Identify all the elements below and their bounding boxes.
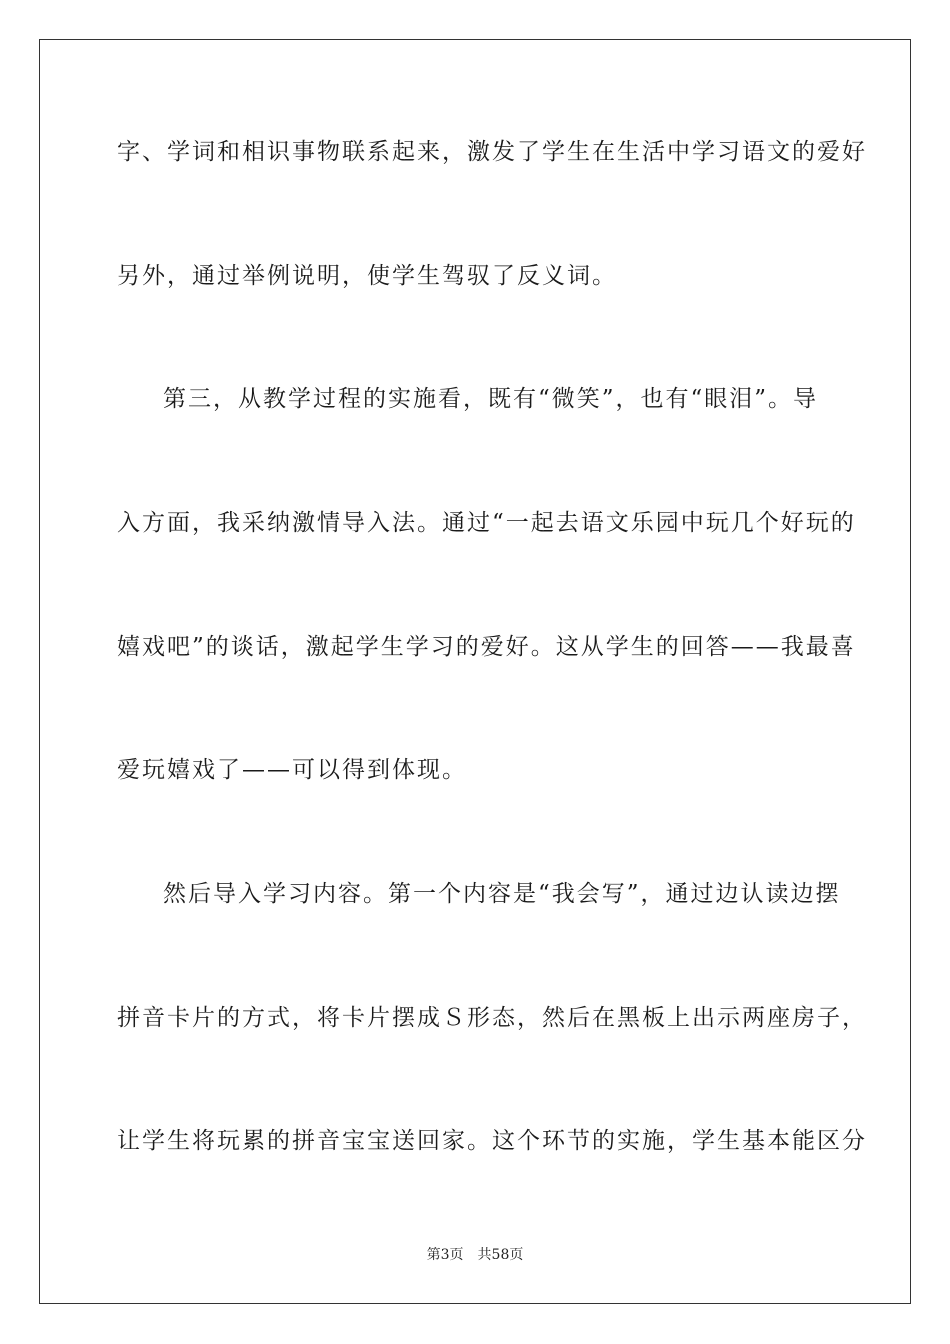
text-line-1: 字、学词和相识事物联系起来，激发了学生在生活中学习语文的爱好 [117,139,867,165]
text-line-8: 拼音卡片的方式，将卡片摆成Ｓ形态，然后在黑板上出示两座房子， [117,1005,867,1031]
page-number: 第3页 [426,1247,464,1263]
text-line-9: 让学生将玩累的拼音宝宝送回家。这个环节的实施，学生基本能区分 [117,1128,867,1154]
text-line-5: 嬉戏吧”的谈话，激起学生学习的爱好。这从学生的回答——我最喜 [117,634,856,660]
text-line-3: 第三，从教学过程的实施看，既有“微笑”，也有“眼泪”。导 [163,386,819,412]
page-footer [0,1246,950,1264]
text-line-2: 另外，通过举例说明，使学生驾驭了反义词。 [117,263,617,289]
page-border [39,39,911,1304]
text-line-7: 然后导入学习内容。第一个内容是“我会写”，通过边认读边摆 [163,881,841,907]
text-line-4: 入方面，我采纳激情导入法。通过“一起去语文乐园中玩几个好玩的 [117,510,856,536]
text-line-6: 爱玩嬉戏了——可以得到体现。 [117,757,467,783]
page-total: 共58页 [477,1247,524,1263]
